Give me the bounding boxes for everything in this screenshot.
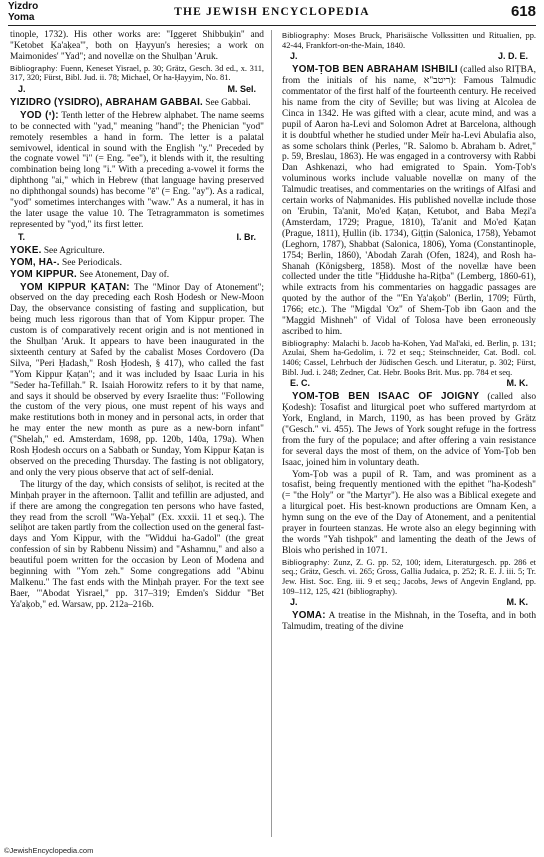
headword: YOM KIPPUR. — [10, 268, 77, 280]
sig-author: J. D. E. — [497, 51, 528, 62]
right-column — [282, 30, 536, 634]
bibliography — [10, 64, 264, 83]
bibliography — [282, 31, 536, 50]
entry-yom-kippur-katan — [10, 283, 264, 479]
entry-text: See Periodicals. — [62, 257, 122, 268]
headword: YIZIDRO (YSIDRO), ABRAHAM GABBAI. — [10, 96, 203, 108]
bibliography-text: Zunz, Z. G. pp. 52, 100; idem, Literaturgesch. pp. 286 et seq.; Grätz, Gesch. vi. 265; Gross, Gallia Judaica, p. 252; R. E. J. iii. 5; Tr. Jew. Hist. Soc. Eng. iii. 9 et seq.; Jacobs, Jews of Angevin England, pp. 109–112, 125, 421 (bibliography). — [282, 557, 537, 596]
entry-text: (called also Ḳodesh): Tosafist and liturgical poet who suffered martyrdom at York, England, in March, 1190, as has been proved by Grätz ("Gesch." vi. 455). The Jews of York sought refuge in the fortress from the fury of the populace; and after offering a vain resistance for several days the most of them, on the advice of Yom-Ṭob ben Isaac, joined him in voluntary death. — [282, 392, 537, 468]
sig-author: I. Br. — [236, 231, 256, 242]
entry-yom-tob-joigny — [282, 392, 536, 468]
bibliography-label: Bibliography: — [10, 63, 58, 73]
sig-author: M. K. — [506, 378, 528, 389]
headword: YOMA: — [292, 610, 326, 622]
bibliography-label: Bibliography: — [282, 557, 330, 567]
entry-text: See Agriculture. — [43, 245, 105, 256]
entry-text: See Gabbai. — [205, 97, 251, 108]
journal-title: THE JEWISH ENCYCLOPEDIA — [174, 6, 370, 18]
left-column — [10, 30, 264, 612]
sig-initial: E. C. — [290, 378, 311, 389]
bibliography — [282, 339, 536, 377]
copyright-footer: ©JewishEncyclopedia.com — [4, 846, 94, 855]
entry-text: Tenth letter of the Hebrew alphabet. The name seems to be connected with "yad," meaning "hand"; the Phenician "yod" remotely resembles a hand in form. The letter is a palatal semivowel, identical in sound with the English "y." Preceded by the cognate vowel "i" (= Eng. "ee"), it blends with it, the resulting combination being long "i." With a preceding a-vowel it forms the diphthong "ai," which in Hebrew (that language having preserved no diphthongal sounds) has become "ē" (= Eng. "ay"). As a radical, "yod" sometimes interchanges with "waw." As a numeral, it has in the later usage the value 10. The Tetragrammaton is sometimes represented by "yod," its first letter. — [10, 110, 264, 230]
entry-text: The "Minor Day of Atonement"; observed on the day preceding each Rosh Ḥodesh or New-Moon Day, the observance consisting of fasting and supplication, but being much less rigorous than that of Yom Kippur proper. The custom is of comparatively recent origin and is not mentioned in the Shulḥan 'Aruk. It appears to have been inaugurated in the sixteenth century at Safed by the cabalist Moses Cordovero (Da Silva, "Peri Ḥadash," Rosh Ḥodesh, § 417), who called the fast "Yom Kippur Ḳaṭan"; and it was included by Isaac Luria in his "Seder ha-Tefillah." R. Isaiah Horowitz refers to it by that name, and says it should be observed by every Israelite thus: "Following the custom of the very pious, one must repent of his ways and make restitutions both in money and in personal acts, in order that he may enter the new month as pure as a new-born infant" ("Shelah," ed. Amsterdam, 1698, pp. 120b, 140a, 179a). When Rosh Ḥodesh occurs on a Sabbath or Sunday, Yom Kippur Ḳaṭan is observed on the preceding Thursday. The fasting is not obligatory, and only the very pious observe that act of self-denial. — [10, 282, 264, 478]
entry-yoma — [282, 611, 536, 633]
paragraph: Yom-Ṭob was a pupil of R. Tam, and was prominent as a tosafist, being frequently mentioned with the epithet "ha-Ḳodesh" (= "the Holy" or "the Martyr"). He also was a Biblical exegete and a liturgical poet. His best-known productions are Omnam Ken, a hymn sung on the eve of the Day of Atonement, and a penitential prayer in fourteen stanzas. He wrote also an elegy beginning with the words "Yah tishpok" and lamenting the death of the Jews of Blois who perished in 1071. — [282, 469, 536, 556]
bibliography-label: Bibliography: — [282, 338, 330, 348]
signature — [282, 51, 536, 62]
paragraph: tinople, 1732). His other works are: "Iggeret Shibbuḳin" and "Ketobet Ḳa'aḳea'", both on Ḥayyun's heresies; a work on Maimonides' "Yad"; and novellæ on the Shulḥan 'Aruk. — [10, 30, 264, 62]
headword: YOM-ṬOB BEN ABRAHAM ISHBILI — [292, 64, 458, 76]
entry-text: See Atonement, Day of. — [79, 269, 170, 280]
headword: YOM-ṬOB BEN ISAAC OF JOIGNY — [292, 391, 480, 403]
bibliography — [282, 558, 536, 596]
sig-initial: T. — [18, 231, 26, 242]
entry-yoke — [10, 246, 264, 257]
bibliography-text: Fuenn, Keneset Yisrael, p. 30; Grätz, Gesch. 3d ed., x. 311, 317, 320; Fürst, Bibl. Jud. ii. 78; Michael, Or ha-Ḥayyim, No. 81. — [10, 63, 264, 83]
bibliography-text: Moses Bruck, Pharisäische Volkssitten und Ritualien, pp. 42-44, Frankfort-on-the-Main, 1840. — [282, 31, 537, 50]
sig-initial: J. — [290, 597, 298, 608]
signature — [10, 84, 264, 95]
sig-initial: J. — [18, 83, 26, 94]
page-header — [8, 0, 536, 26]
entry-yizidro — [10, 98, 264, 109]
bibliography-label: Bibliography: — [282, 31, 330, 40]
page-number: 618 — [510, 3, 536, 20]
headword: YOD (י): — [20, 109, 59, 121]
headword: YOKE. — [10, 244, 42, 256]
entry-text: (called also RIṬBA, from the initials of his name, ריטב"א): Famous Talmudic commentator of the first half of the fourteenth century. He received his name from the city of Seville; but was living at Alcolea de Cinca in 1342. He was gifted with a clear, acute mind, and was a pupil of Aaron ha-Levi and Solomon Adret at Barcelona, although it is doubtful whether he studied under Meïr ha-Levi Abulafia also, as some scholars think (Perles, "R. Salomo b. Abraham b. Adret," p. 59, Breslau, 1863). He was engaged in a controversy with Rabbi Dan Ashkenazi, who had emigrated to Spain. Yom-Ṭob's voluminous works include valuable novellæ on many of the Talmudic treatises, and commentaries on the writings of Alfasi and certain works of Naḥmanides. His published novellæ include those on 'Erubin, Ta'anit, Mo'ed Ḳaṭan, Ketubot, and Baba Meẓi'a (Amsterdam, 1729; Prague, 1810), Ta'anit and Mo'ed Ḳaṭan (Prague, 1811), Ḥullin (ib. 1734), Giṭṭin (Salonica, 1758), Yebamot (Leghorn, 1787), Shabbat (Salonica, 1806), Yoma (Constantinople, 1754; Berlin, 1860), 'Abodah Zarah (Ofen, 1824), and Rosh ha-Shanah (Königsberg, 1858). Most of the novellæ have been collected under the title "Ḥiddushe ha-Riṭba" (Lemberg, 1860-61), while extracts from his commentaries on haggadic passages are quoted by the author of the "'En Ya'aḳob" (Berlin, 1709; Fürth, 1766; etc.). The "Migdal 'Oz" of Shem-Ṭob ibn Gaon and the "Maggid Mishneh" of Vidal of Tolosa have been erroneously ascribed to him. — [282, 65, 537, 337]
column-rule — [271, 30, 272, 837]
sig-author: M. K. — [506, 597, 528, 608]
signature — [282, 597, 536, 608]
paragraph: The liturgy of the day, which consists of seliḥot, is recited at the Minḥah prayer in the afternoon. Ṭallit and tefillin are adjusted, and if there are among the congregation ten persons who have fasted, they read from the scroll "Wa-Yeḥal" (Ex. xxxii. 11 et seq.). The seliḥot are taken partly from the collection used on the general fast-days and Yom Kippur, with the "Widdui ha-Gadol" (the great confession of sin by Rabbenu Nissim) and "Ashamnu," and also a beautiful poem written for the occasion by Leon of Modena and beginning with "Yom zeh." Some congregations add "Abinu Malkenu." The fast ends with the Minḥah prayer. For the text see Baer, "'Abodat Yisrael," pp. 317–319; Emden's Siddur "Bet Ya'aḳob," ed. Warsaw, pp. 212a–216b. — [10, 479, 264, 610]
bibliography-text: Malachi b. Jacob ha-Kohen, Yad Mal'aki, ed. Berlin, p. 131; Azulai, Shem ha-Gedolim, i. 72 et seq.; Steinschneider, Cat. Bodl. col. 1406; Cassel, Lehrbuch der Jüdischen Gesch. und Literatur, p. 302; Fürst, Bibl. Jud. i. 248; Zedner, Cat. Hebr. Books Brit. Mus. pp. 784 et seq. — [282, 338, 537, 377]
entry-yom-tob-ishbili — [282, 65, 536, 338]
entry-yom-kippur — [10, 270, 264, 281]
headword: YOM KIPPUR ḲAṬAN: — [20, 281, 130, 293]
headword: YOM, HA-. — [10, 256, 60, 268]
sig-author: M. Sel. — [227, 83, 256, 94]
running-title: Yizdro Yoma — [8, 1, 39, 23]
signature — [10, 232, 264, 243]
entry-text: A treatise in the Mishnah, in the Tosefta, and in both Talmudim, treating of the divine — [282, 611, 537, 633]
signature — [282, 378, 536, 389]
entry-yod — [10, 111, 264, 231]
sig-initial: J. — [290, 51, 298, 62]
entry-yom-ha — [10, 258, 264, 269]
